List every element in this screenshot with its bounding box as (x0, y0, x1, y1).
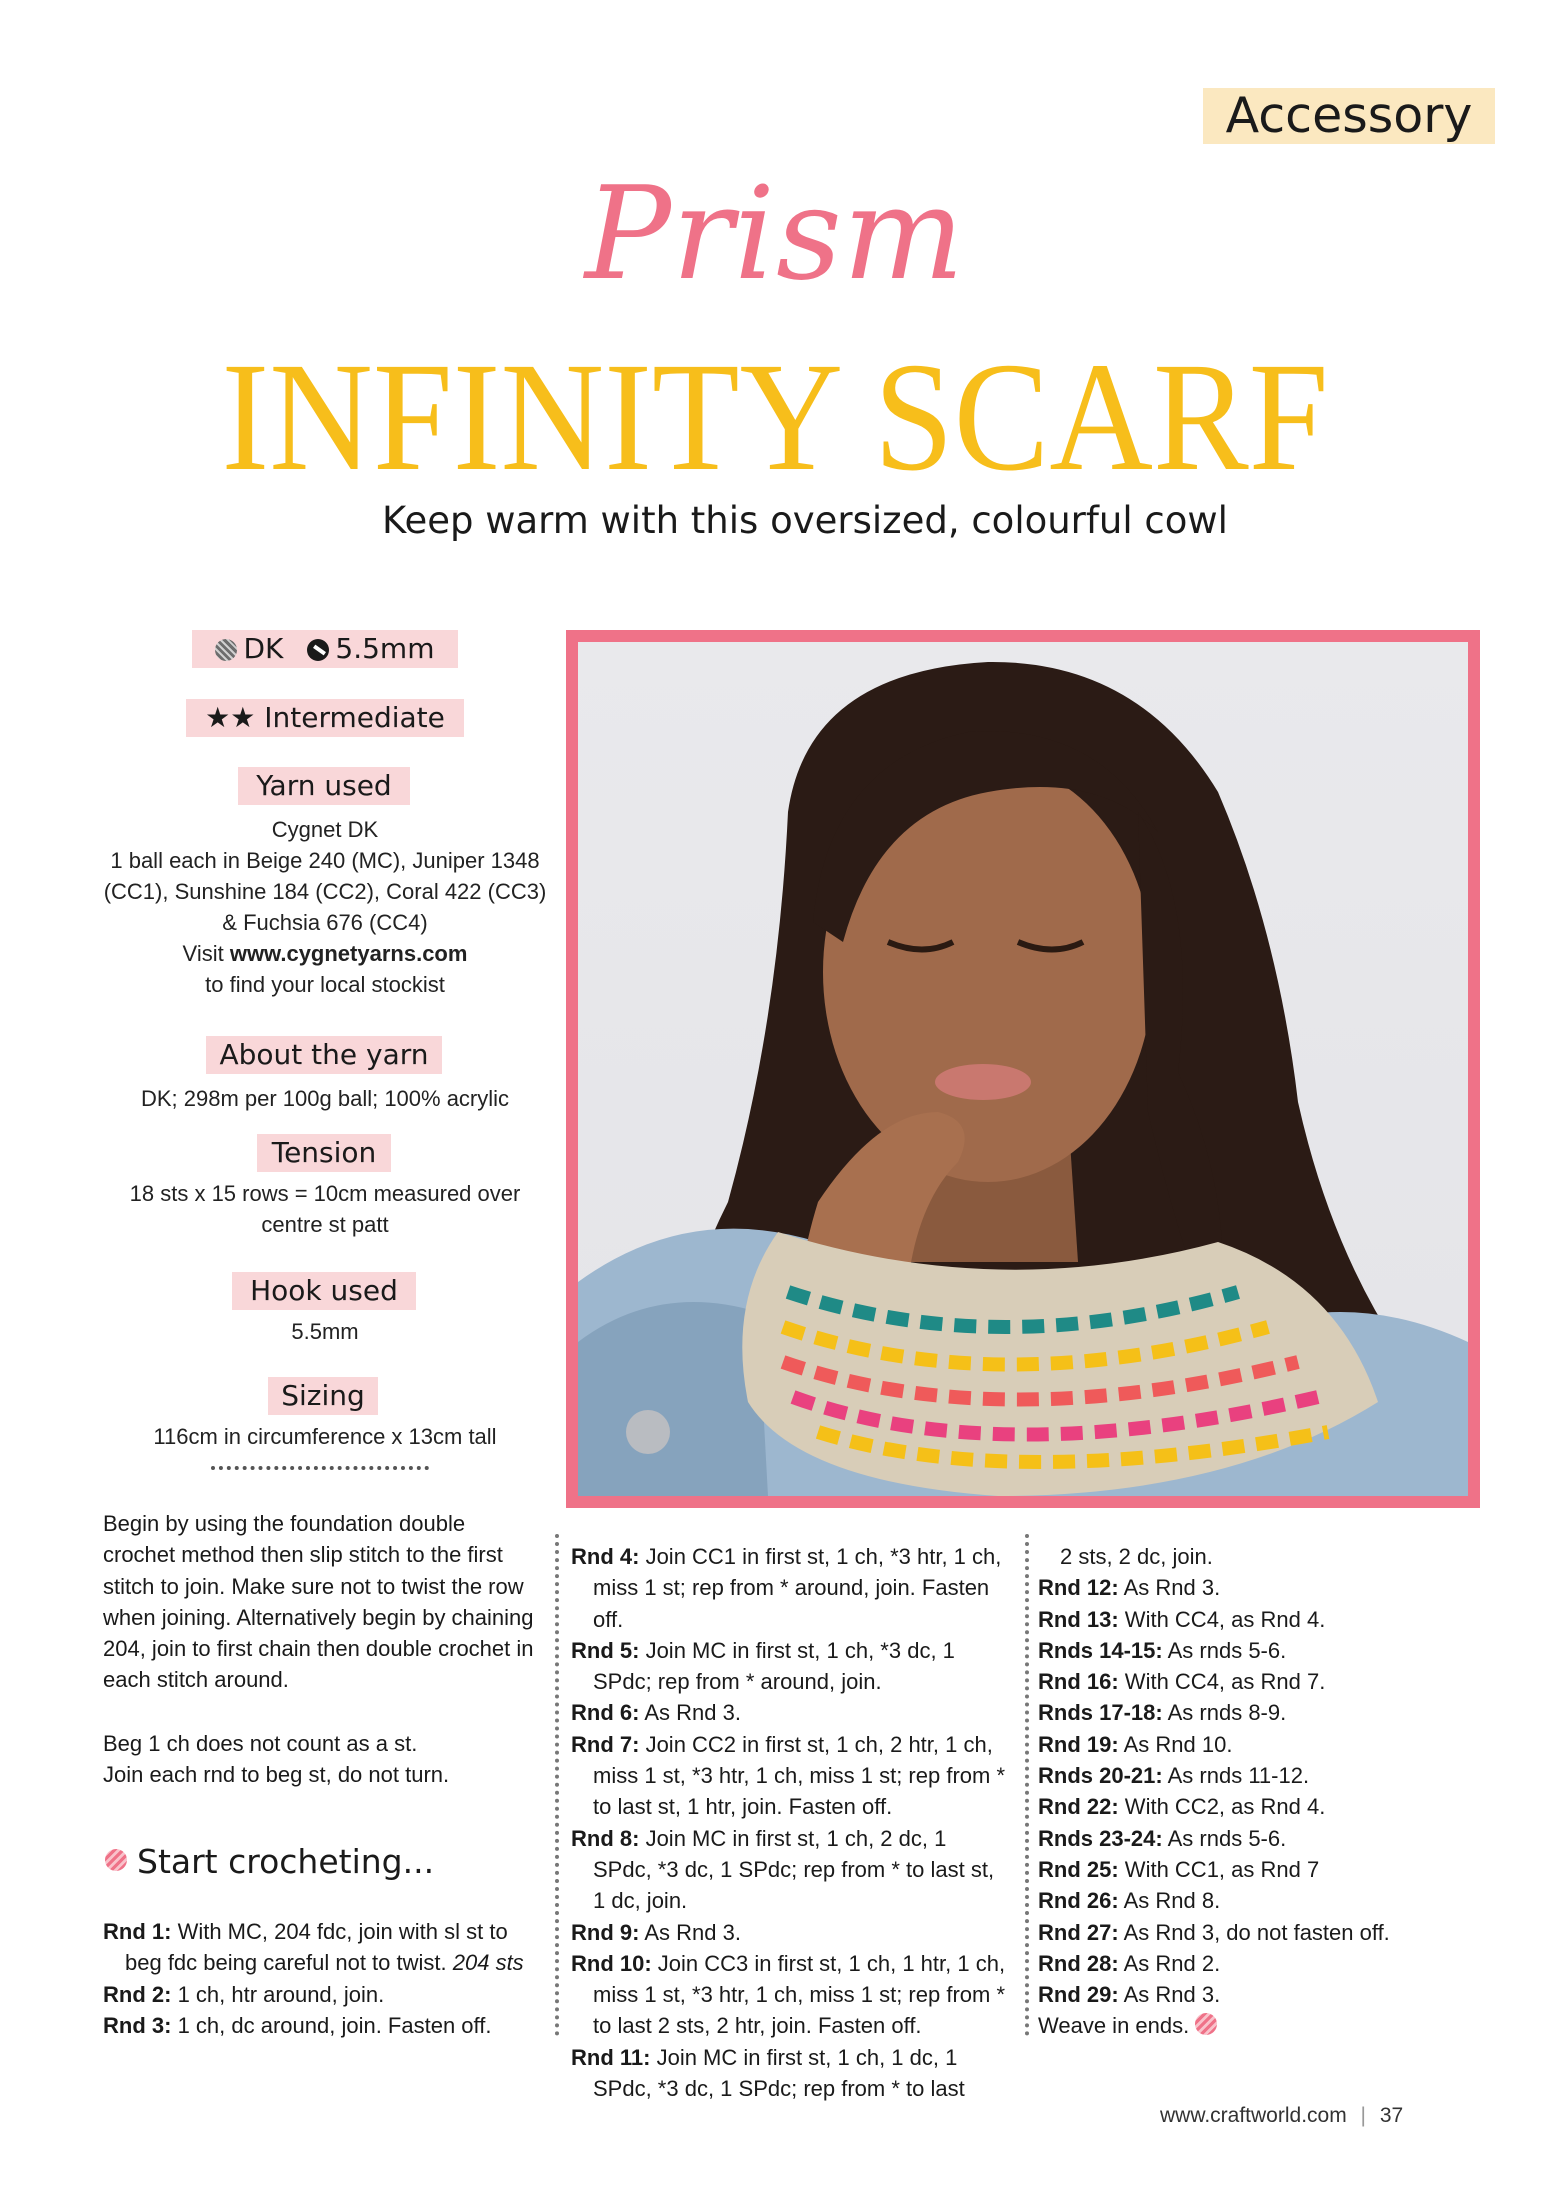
round-text: Join CC3 in first st, 1 ch, 1 htr, 1 ch, miss 1 st, *3 htr, 1 ch, miss 1 st; rep from * to last 2 sts, 2 htr, join. Fasten off. (593, 1950, 1006, 2039)
round-item (1038, 1979, 1468, 2010)
round-label: Rnd 7: (571, 1731, 640, 1757)
round-item (1038, 1948, 1468, 1979)
yarn-ball-icon (105, 1849, 127, 1871)
yarn-ball-icon (215, 639, 237, 661)
round-text: As Rnd 3. (639, 1700, 741, 1726)
yarn-weight: DK (243, 632, 284, 665)
round-label: Rnd 26: (1038, 1888, 1119, 1914)
about-yarn-text: DK; 298m per 100g ball; 100% acrylic (140, 1086, 510, 1111)
round-label: Rnd 4: (571, 1544, 640, 1569)
tension-line: 18 sts x 15 rows = 10cm measured over (129, 1181, 521, 1206)
rounds-col3 (1038, 1541, 1468, 2042)
round-text: As Rnd 8. (1118, 1888, 1221, 1914)
tension-label: Tension (257, 1134, 391, 1172)
round-item (1038, 1917, 1468, 1948)
round-text: Join MC in first st, 1 ch, *3 dc, 1 SPdc; rep from * around, join. (593, 1637, 955, 1695)
round-item (571, 1635, 1011, 1698)
yarn-used-details (60, 814, 590, 1000)
model-illustration (578, 642, 1468, 1496)
round-label: Rnd 6: (571, 1700, 640, 1726)
closing-text: Weave in ends. (1038, 2013, 1190, 2039)
footer-website[interactable]: www.craftworld.com (1160, 2104, 1347, 2127)
round-text: Join CC2 in first st, 1 ch, 2 htr, 1 ch, miss 1 st, *3 htr, 1 ch, miss 1 st; rep from * to last st, 1 htr, join. Fasten off. (593, 1731, 1006, 1820)
yarn-website-line (60, 938, 590, 969)
round-label: Rnd 16: (1038, 1669, 1119, 1695)
yarn-website-link[interactable]: www.cygnetyarns.com (229, 941, 468, 966)
start-heading-text: Start crocheting... (137, 1842, 435, 1881)
round-item (1038, 1635, 1468, 1666)
round-text: As rnds 5-6. (1162, 1637, 1287, 1663)
rounds-col1 (103, 1916, 548, 2041)
round-label: Rnd 27: (1038, 1919, 1119, 1945)
intro-notes (103, 1728, 543, 1791)
round-text: With CC4, as Rnd 7. (1118, 1669, 1326, 1695)
stockist-line: to find your local stockist (205, 972, 445, 997)
round-item (571, 1917, 1011, 1948)
round-text: With CC4, as Rnd 4. (1118, 1606, 1326, 1632)
round-label: Rnd 1: (103, 1919, 172, 1944)
yarn-used-label: Yarn used (238, 767, 410, 805)
hook-icon (307, 639, 329, 661)
round-text: As Rnd 10. (1118, 1731, 1233, 1757)
yarn-hook-badge (192, 630, 458, 668)
round-item (1038, 1760, 1468, 1791)
stitch-count: 204 sts (452, 1950, 524, 1976)
round-text: Join MC in first st, 1 ch, 2 dc, 1 SPdc, *3 dc, 1 SPdc; rep from * to last st, 1 dc, join. (593, 1825, 995, 1914)
round-item (1038, 1697, 1468, 1728)
round-text: As rnds 8-9. (1162, 1700, 1287, 1726)
round-item (103, 2010, 548, 2041)
round-item (1038, 1854, 1468, 1885)
round-text: Join MC in first st, 1 ch, 1 dc, 1 SPdc, *3 dc, 1 SPdc; rep from * to last (593, 2044, 965, 2102)
about-yarn-label: About the yarn (206, 1036, 442, 1074)
yarn-ball-icon (1195, 2013, 1217, 2035)
yarn-line: Cygnet DK (271, 817, 379, 842)
title-infinity-scarf: INFINITY SCARF (221, 330, 1329, 503)
page-footer (1160, 2104, 1490, 2128)
round-text: As Rnd 3. (1118, 1575, 1221, 1601)
round-label: Rnds 23-24: (1038, 1825, 1163, 1851)
round-label: Rnd 12: (1038, 1575, 1119, 1601)
title-prism: Prism (584, 160, 966, 309)
sizing-label: Sizing (268, 1377, 378, 1415)
round-item (103, 1979, 548, 2010)
round-label: Rnd 5: (571, 1637, 640, 1663)
round-item (571, 1823, 1011, 1917)
round-label: Rnds 14-15: (1038, 1637, 1163, 1663)
round-item (571, 1729, 1011, 1823)
round-text: As Rnd 3, do not fasten off. (1118, 1919, 1390, 1945)
round-text: As rnds 5-6. (1162, 1825, 1287, 1851)
round-item (103, 1916, 548, 1979)
hook-used-text: 5.5mm (291, 1319, 359, 1344)
intro-paragraph: Begin by using the foundation double crochet method then slip stitch to the first stitch to join. Make sure not to twist the row when joining. Alternatively begin by chaining 204, join to first chain then double crochet in each stitch around. (103, 1511, 534, 1693)
round-text: 1 ch, dc around, join. Fasten off. (171, 2012, 492, 2038)
round-item (1038, 1729, 1468, 1760)
round-text: 1 ch, htr around, join. (171, 1981, 385, 2007)
round-item (1038, 1791, 1468, 1822)
skill-level-badge: ★★ Intermediate (186, 699, 464, 737)
yarn-line: (CC1), Sunshine 184 (CC2), Coral 422 (CC3) (103, 879, 547, 904)
intro-note-line: Join each rnd to beg st, do not turn. (103, 1762, 450, 1788)
yarn-line: 1 ball each in Beige 240 (MC), Juniper 1348 (110, 848, 540, 873)
round-label: Rnds 17-18: (1038, 1700, 1163, 1726)
subtitle: Keep warm with this oversized, colourful cowl (382, 499, 1228, 542)
round-label: Rnd 11: (571, 2044, 651, 2070)
round-text: With MC, 204 fdc, join with sl st to beg fdc being careful not to twist. (125, 1919, 508, 1976)
round-text: As Rnd 2. (1118, 1950, 1221, 1976)
tension-line: centre st patt (261, 1212, 389, 1237)
round-label: Rnd 19: (1038, 1731, 1119, 1757)
round-label: Rnd 28: (1038, 1950, 1119, 1976)
round-item (1038, 1885, 1468, 1916)
round-label: Rnd 13: (1038, 1606, 1119, 1632)
round-item (1038, 1572, 1468, 1603)
round-item (571, 2042, 1011, 2105)
dotted-divider (211, 1466, 429, 1470)
round-label: Rnd 29: (1038, 1982, 1119, 2008)
round-item (571, 1697, 1011, 1728)
model-photo (578, 642, 1468, 1496)
tension-text (60, 1178, 590, 1240)
round-text: As rnds 11-12. (1162, 1763, 1310, 1789)
round-text: As Rnd 3. (1118, 1982, 1221, 2008)
rounds-col2 (571, 1541, 1011, 2104)
round-continuation: 2 sts, 2 dc, join. (1060, 1544, 1213, 1569)
page-number: 37 (1379, 2104, 1404, 2127)
hook-used-label: Hook used (232, 1272, 416, 1310)
round-text: As Rnd 3. (639, 1919, 741, 1945)
column-divider (1025, 1534, 1029, 2036)
round-text: Join CC1 in first st, 1 ch, *3 htr, 1 ch, miss 1 st; rep from * around, join. Fasten off. (593, 1544, 1002, 1632)
round-item (1038, 1604, 1468, 1635)
round-label: Rnd 25: (1038, 1856, 1119, 1882)
round-label: Rnds 20-21: (1038, 1763, 1163, 1789)
round-text: With CC2, as Rnd 4. (1118, 1794, 1326, 1820)
footer-separator: | (1360, 2104, 1367, 2127)
yarn-line: & Fuchsia 676 (CC4) (222, 910, 428, 935)
round-label: Rnd 2: (103, 1981, 172, 2007)
round-item (1038, 1666, 1468, 1697)
round-label: Rnd 22: (1038, 1794, 1119, 1820)
column-divider (555, 1534, 559, 2036)
round-label: Rnd 8: (571, 1825, 640, 1851)
category-tag: Accessory (1203, 88, 1495, 144)
round-item (571, 1541, 1011, 1635)
round-text: With CC1, as Rnd 7 (1118, 1856, 1320, 1882)
hook-size: 5.5mm (335, 632, 435, 665)
sizing-text: 116cm in circumference x 13cm tall (153, 1424, 497, 1449)
closing-line (1038, 2010, 1468, 2041)
round-label: Rnd 3: (103, 2012, 172, 2038)
round-item (1038, 1823, 1468, 1854)
round-label: Rnd 9: (571, 1919, 640, 1945)
intro-note-line: Beg 1 ch does not count as a st. (103, 1731, 418, 1756)
round-label: Rnd 10: (571, 1950, 652, 1976)
start-heading (105, 1840, 434, 1884)
visit-prefix: Visit (182, 941, 230, 966)
round-item (571, 1948, 1011, 2042)
